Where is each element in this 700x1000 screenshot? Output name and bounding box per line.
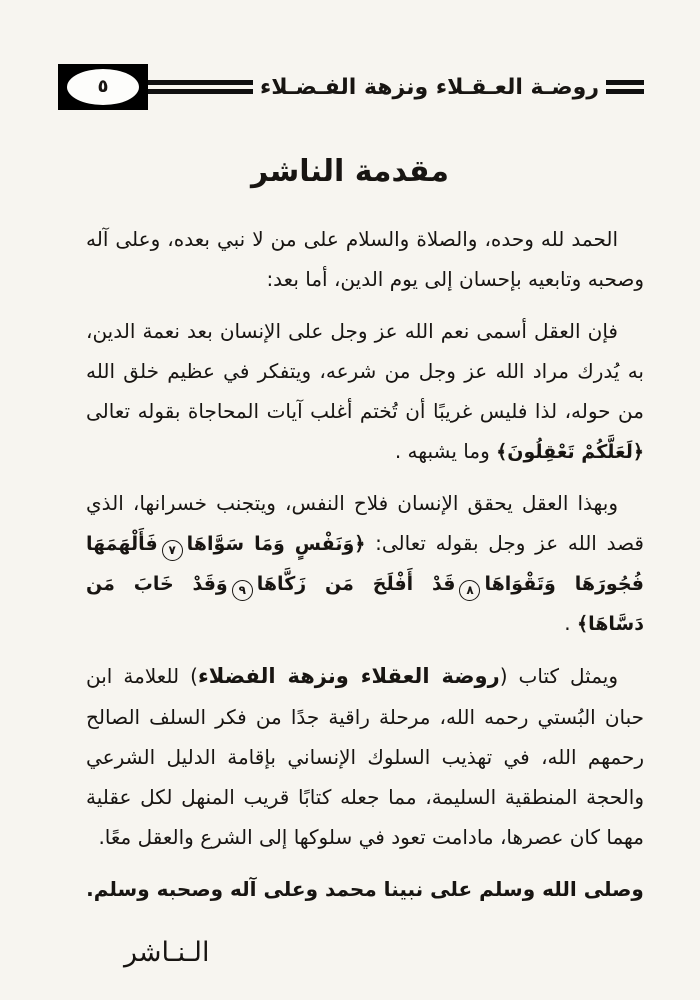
running-head-book-title: روضـة العـقـلاء ونزهة الفـضـلاء xyxy=(259,74,599,100)
paragraph-book-rest: ) للعلامة ابن حبان البُستي رحمه الله، مرحلة راقية جدًا من فكر السلف الصالح رحمهم الله، في تهذيب السلوك الإنساني بإقامة الدليل الشرعي والحجة المنطقية السليمة، مما جعله كتابًا قريب المنهل لكل عقلية مهما كان عصرها، مادامت تعود في سلوكها إلى الشرع والعقل معًا. xyxy=(86,664,644,849)
paragraph-soul-period: . xyxy=(564,611,577,635)
paragraph-intellect-text: فإن العقل أسمى نعم الله عز وجل على الإنسان بعد نعمة الدين، به يُدرك مراد الله عز وجل من شرعه، ويتفكر في عظيم خلق الله من حوله، لذا فليس غريبًا أن تُختم أغلب آيات المحاجاة بقوله تعالى xyxy=(86,319,644,423)
paragraph-book-description xyxy=(86,655,644,857)
section-heading: مقدمة الناشر xyxy=(251,154,449,189)
paragraph-book-lead: ويمثل كتاب ( xyxy=(499,664,618,688)
page-number: ٥ xyxy=(97,76,109,97)
quran-verse-2: فَأَلْهَمَهَا فُجُورَهَا وَتَقْوَاهَا xyxy=(86,533,644,595)
quran-verse-4: وَقَدْ خَابَ مَن دَسَّاهَا xyxy=(86,573,644,635)
verse-number-9: ٩ xyxy=(232,580,253,601)
verse-number-7: ٧ xyxy=(162,540,183,561)
salawat-line: وصلى الله وسلم على نبينا محمد وعلى آله وصحبه وسلم. xyxy=(86,877,644,901)
paragraph-soul-verses xyxy=(86,483,644,643)
paragraph-intellect-tail: وما يشبهه . xyxy=(394,439,497,463)
quran-quote-taqilun: ﴿لَعَلَّكُمْ تَعْقِلُونَ﴾ xyxy=(496,441,644,463)
publisher-signature: الـنـاشر xyxy=(124,937,210,968)
quran-verse-3: قَدْ أَفْلَحَ مَن زَكَّاهَا xyxy=(256,573,456,595)
page-number-badge xyxy=(58,64,148,110)
header-rule-left xyxy=(148,80,253,94)
quran-bracket-open: ﴿ xyxy=(354,533,366,555)
quran-verse-1: وَنَفْسٍ وَمَا سَوَّاهَا xyxy=(186,533,355,555)
page-header xyxy=(58,64,644,110)
paragraph-hamdala: الحمد لله وحده، والصلاة والسلام على من لا نبي بعده، وعلى آله وصحبه وتابعيه بإحسان إلى يوم الدين، أما بعد: xyxy=(86,227,644,291)
header-rule-right xyxy=(606,80,644,94)
body-text xyxy=(0,219,700,968)
paragraph-soul-text: وبهذا العقل يحقق الإنسان فلاح النفس، ويتجنب خسرانها، الذي قصد الله عز وجل بقوله تعالى: xyxy=(86,491,644,555)
paragraph-intellect xyxy=(86,311,644,471)
page-number-oval xyxy=(67,69,139,105)
verse-number-8: ٨ xyxy=(459,580,480,601)
quran-bracket-close: ﴾ xyxy=(576,613,589,635)
book-title-inline: روضة العقلاء ونزهة الفضلاء xyxy=(197,664,500,688)
